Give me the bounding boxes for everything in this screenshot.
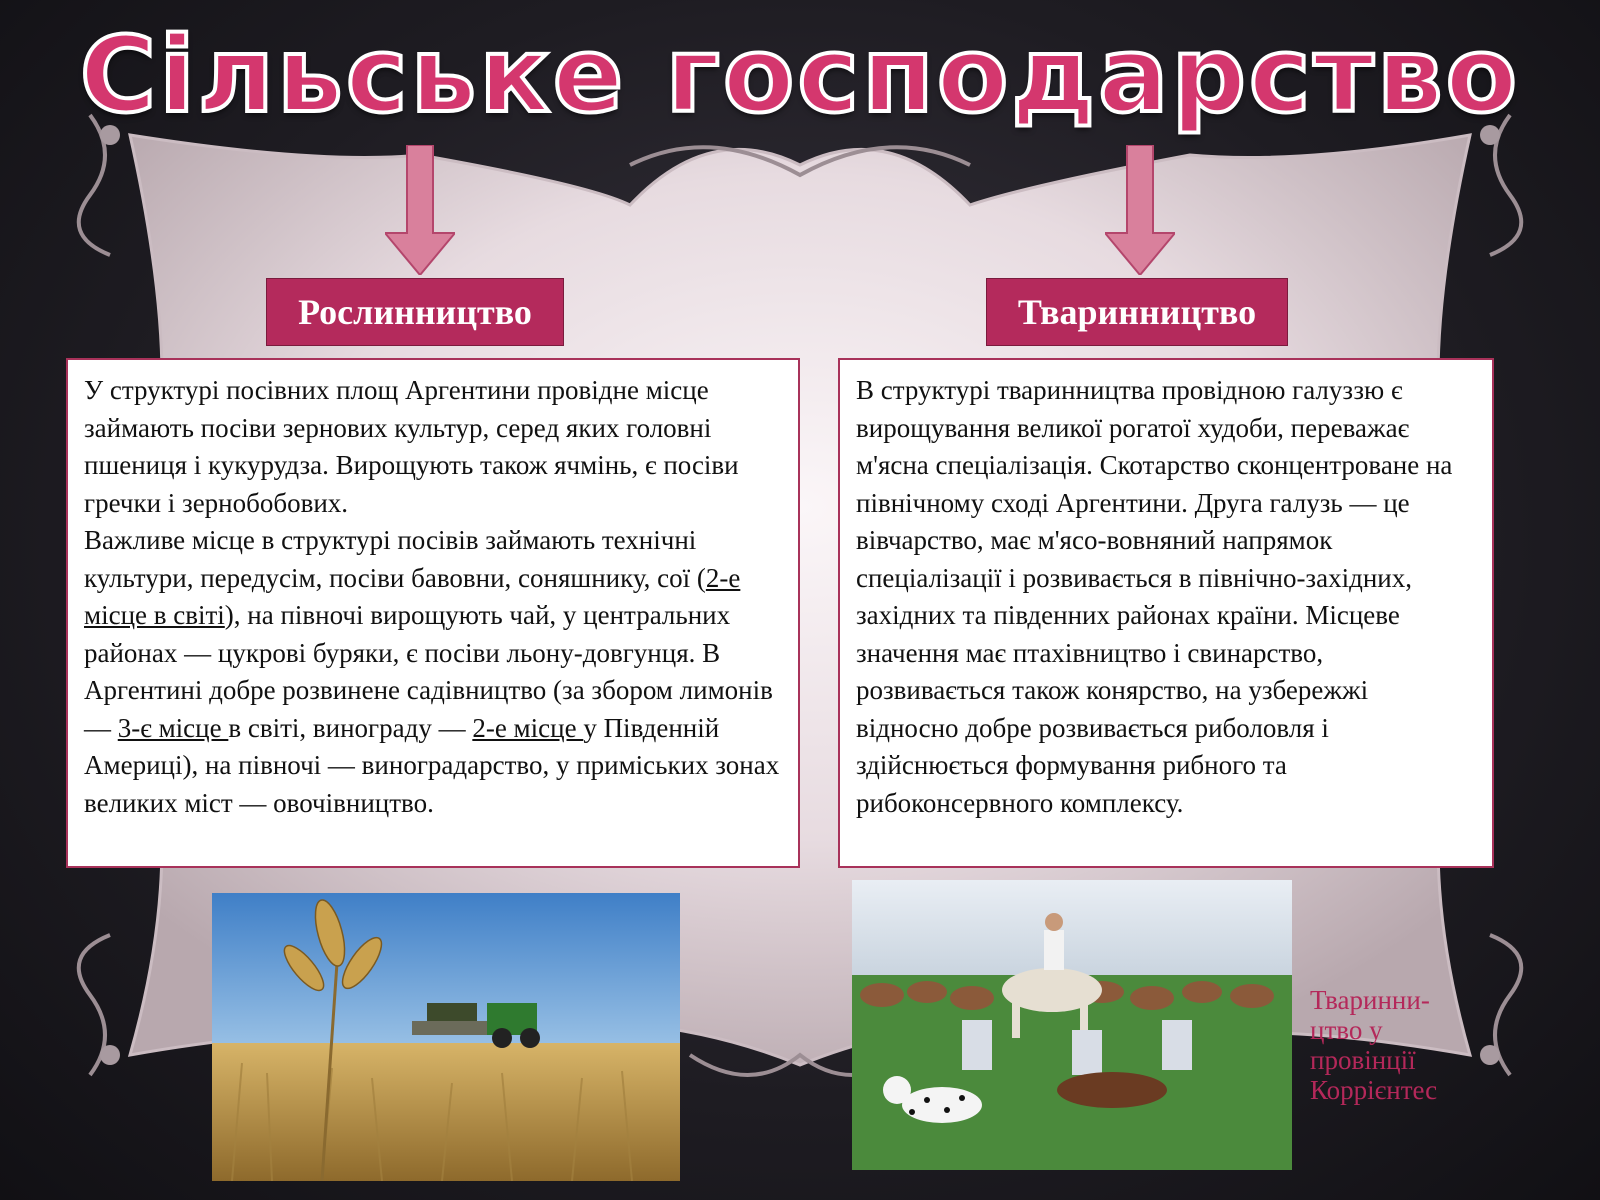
rank-lemons: 3-є місце xyxy=(117,712,229,743)
heading-livestock: Тваринництво xyxy=(986,278,1288,346)
rank-soy: 2-е місце в світі xyxy=(84,562,741,630)
crop-paragraph-2: Важливе місце в структурі посівів займають технічні культури, передусім, посіви бавовни, соняшнику, сої (2-е місце в світі), на півночі вирощують чай, у центральних районах — цукрові буряки, є посіви льону-довгунця. В Аргентині добре розвинене садівництво (за збором лимонів — 3-є місце в світі, винограду — 2-е місце у Південній Америці), на півночі — виноградарство, у приміських зонах великих міст — овочівництво. xyxy=(84,525,780,818)
page-title: Сільське господарство xyxy=(79,14,1521,136)
livestock-text xyxy=(838,358,1494,868)
photo-caption: Тваринни-цтво у провінції Коррієнтес xyxy=(1310,985,1438,1105)
livestock-paragraph: В структурі тваринництва провідною галуззю є вирощування великої рогатої худоби, переважає м'ясна спеціалізація. Скотарство сконцентроване на північному сході Аргентини. Друга галузь — це вівчарство, має м'ясо-вовняний напрямок спеціалізації і розвивається в північно-західних, західних та південних районах країни. Місцеве значення має птахівництво і свинарство, розвивається також конярство, на узбережжі відносно добре розвивається риболовля і здійснюється формування рибного та рибоконсервного комплексу. xyxy=(856,375,1453,818)
rank-grapes: 2-е місце xyxy=(472,712,584,743)
wheat-field-photo xyxy=(212,893,680,1181)
down-arrow-icon xyxy=(385,145,455,275)
heading-crop-farming: Рослинництво xyxy=(266,278,564,346)
crop-paragraph-1: У структурі посівних площ Аргентини провідне місце займають посіви зернових культур, серед яких головні пшениця і кукурудза. Вирощують також ячмінь, є посіви гречки і зернобобових. xyxy=(84,375,739,518)
crop-farming-text xyxy=(66,358,800,868)
down-arrow-icon xyxy=(1105,145,1175,275)
cattle-ranch-photo xyxy=(852,880,1292,1170)
